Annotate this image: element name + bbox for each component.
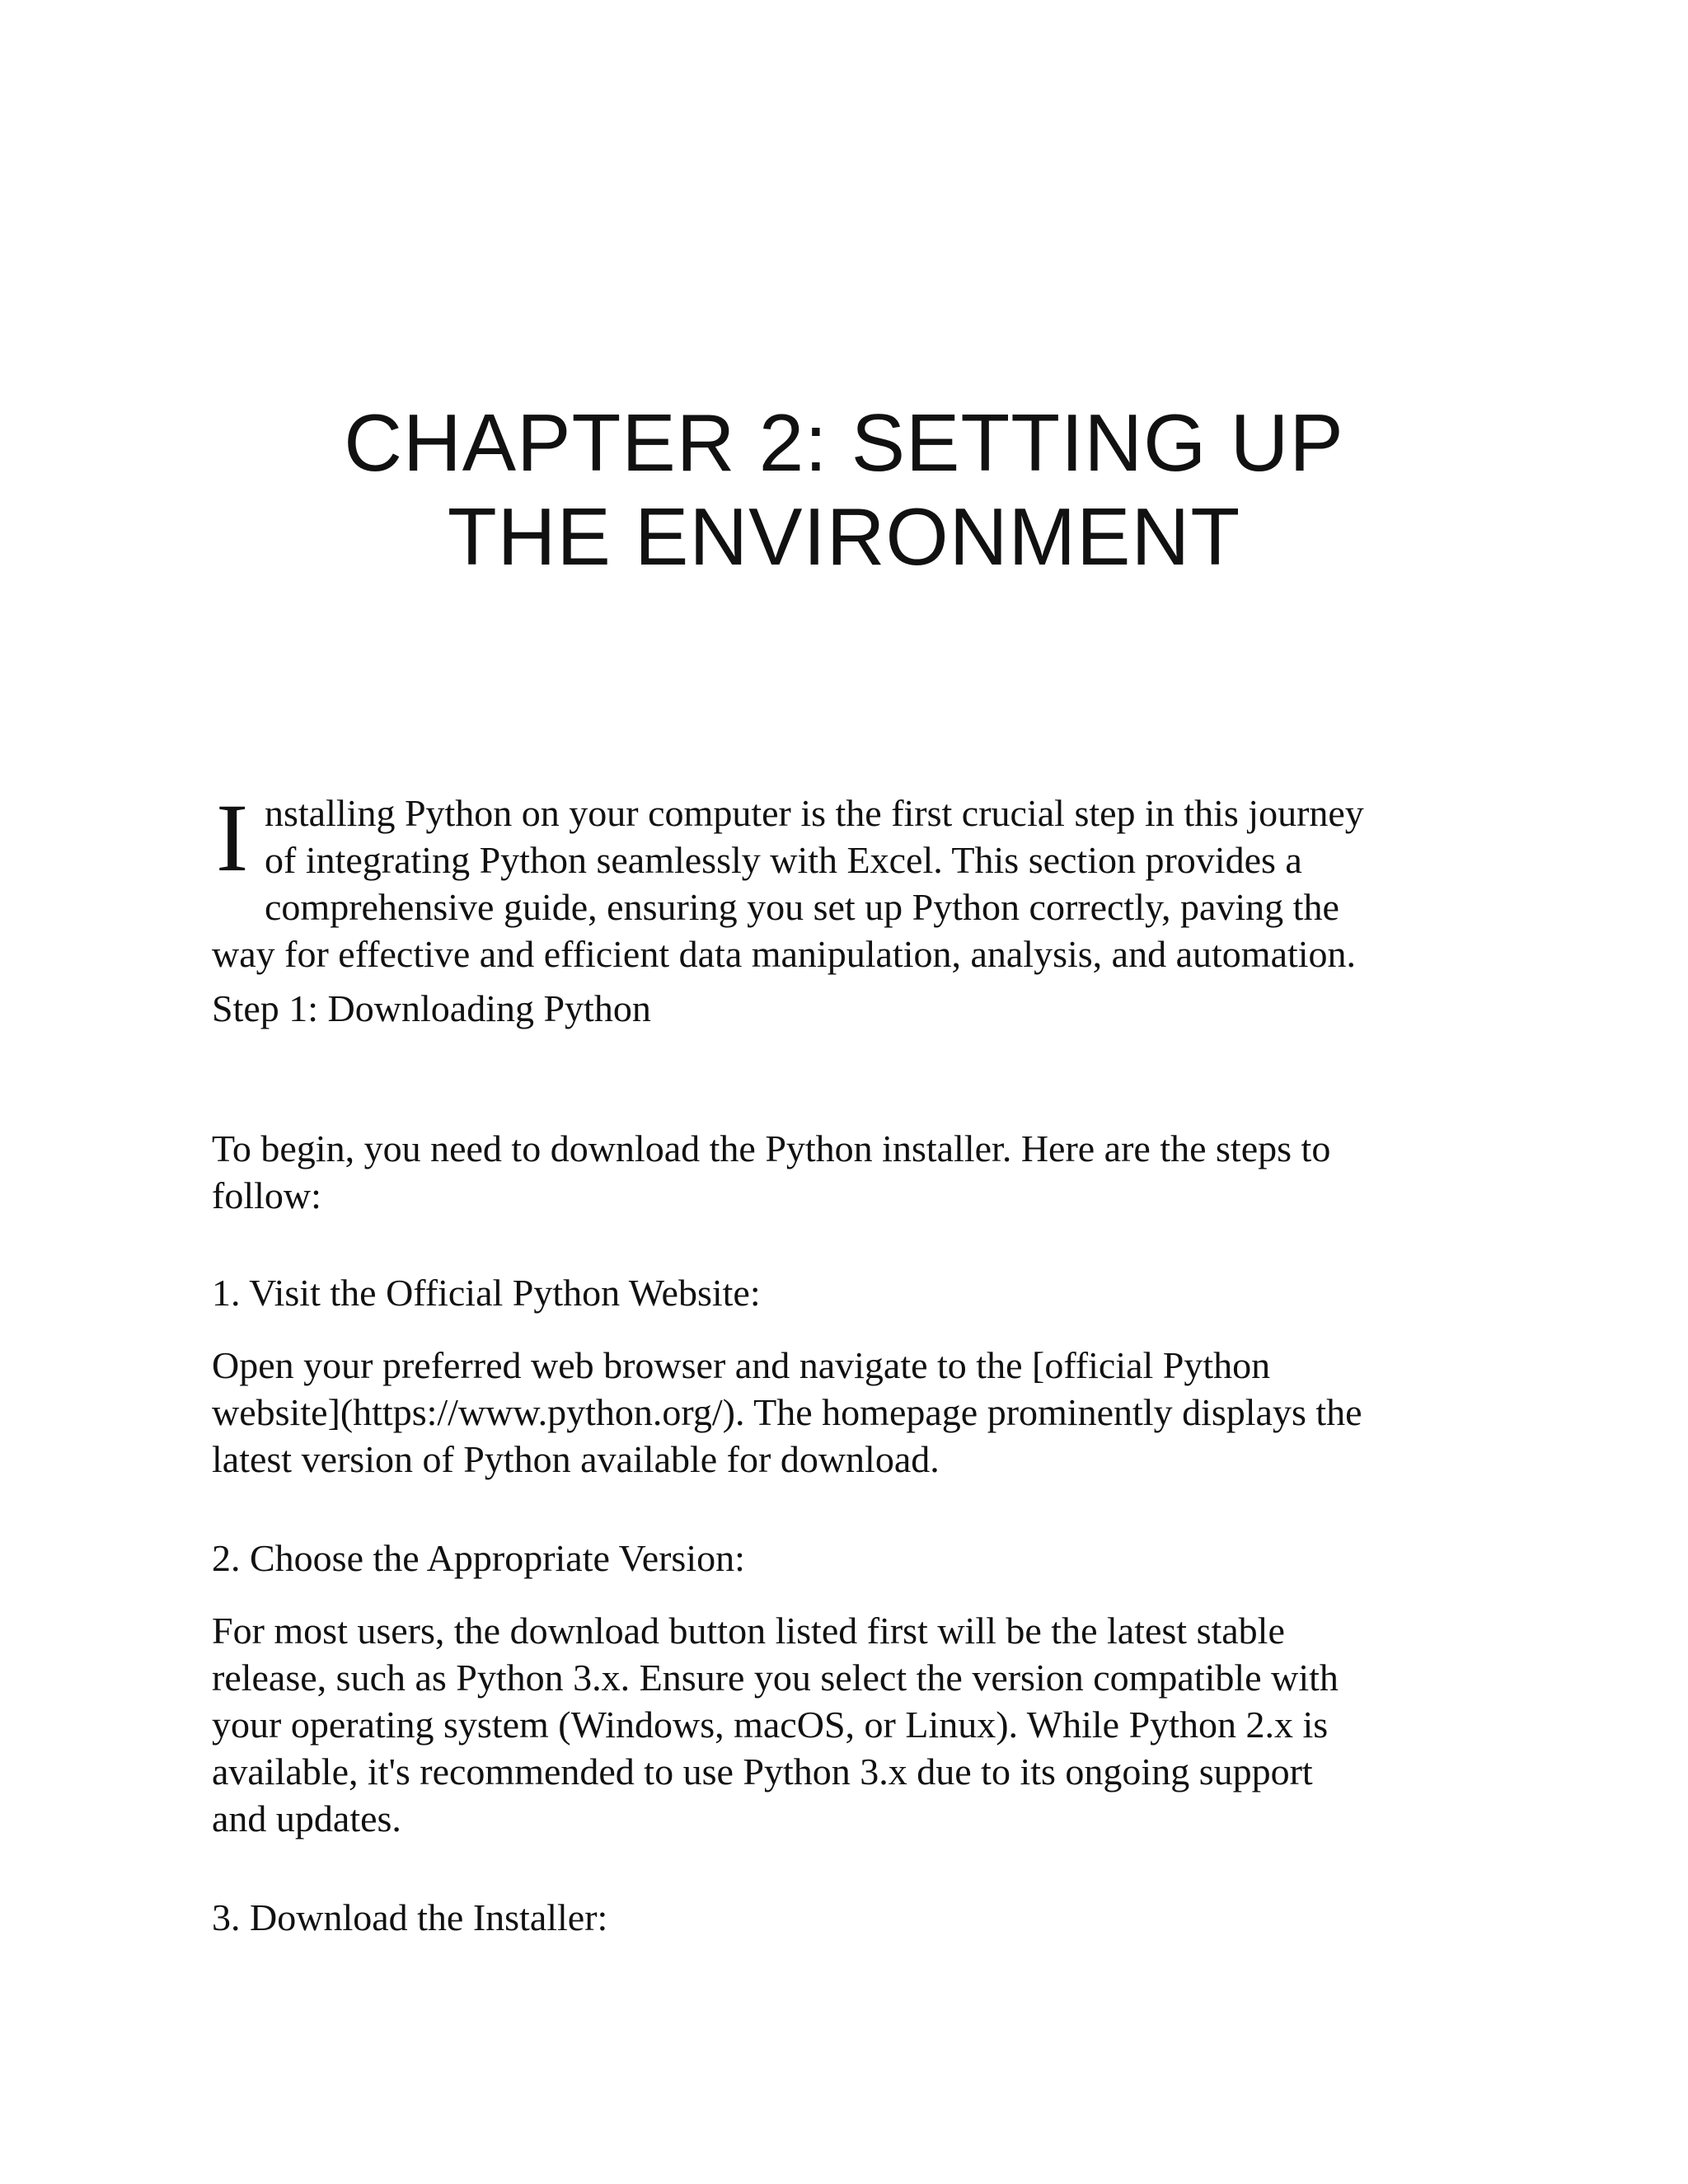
paragraph-line: available, it's recommended to use Python 3.x due to its ongoing support (212, 1750, 1313, 1793)
paragraph-line: latest version of Python available for download. (212, 1438, 940, 1480)
item2-heading: 2. Choose the Appropriate Version: (212, 1537, 745, 1579)
item1-paragraph (212, 1342, 1498, 1483)
paragraph-line: To begin, you need to download the Python installer. Here are the steps to (212, 1127, 1331, 1169)
paragraph-line: For most users, the download button listed first will be the latest stable (212, 1610, 1285, 1652)
step1-intro-paragraph (212, 1125, 1498, 1219)
intro-line: way for effective and efficient data manipulation, analysis, and automation. (212, 933, 1357, 975)
paragraph-line: release, such as Python 3.x. Ensure you select the version compatible with (212, 1657, 1339, 1699)
paragraph-line: website](https://www.python.org/). The homepage prominently displays the (212, 1391, 1362, 1433)
paragraph-line: your operating system (Windows, macOS, or Linux). While Python 2.x is (212, 1704, 1329, 1746)
intro-line: nstalling Python on your computer is the first crucial step in this journey (265, 792, 1364, 834)
chapter-title-line-2: THE ENVIRONMENT (447, 491, 1241, 582)
paragraph-line: Open your preferred web browser and navigate to the [official Python (212, 1344, 1271, 1386)
step1-heading: Step 1: Downloading Python (212, 987, 651, 1029)
paragraph-line: follow: (212, 1174, 321, 1216)
drop-cap: I (216, 784, 249, 892)
chapter-title-line-1: CHAPTER 2: SETTING UP (344, 397, 1344, 488)
intro-paragraph (212, 784, 1481, 977)
intro-line: comprehensive guide, ensuring you set up Python correctly, paving the (265, 886, 1339, 928)
item1-heading: 1. Visit the Official Python Website: (212, 1272, 761, 1314)
intro-line: of integrating Python seamlessly with Excel. This section provides a (265, 839, 1302, 881)
paragraph-line: and updates. (212, 1797, 401, 1840)
item3-heading: 3. Download the Installer: (212, 1896, 608, 1938)
item2-paragraph (212, 1607, 1498, 1842)
